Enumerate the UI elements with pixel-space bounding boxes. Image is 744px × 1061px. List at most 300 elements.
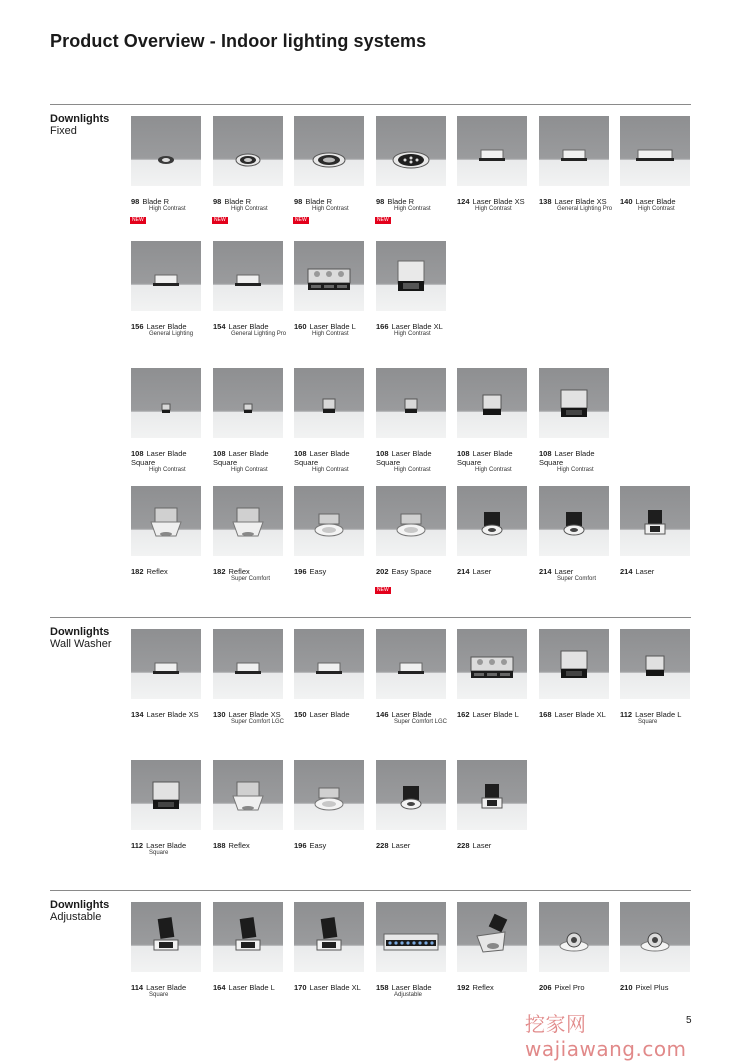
product-thumbnail	[457, 760, 527, 830]
product-page-number: 192	[457, 983, 470, 992]
product-name: Laser Blade L	[472, 710, 519, 719]
product-card[interactable]	[294, 629, 364, 719]
product-card[interactable]	[457, 486, 527, 576]
square-box-icon	[376, 241, 446, 311]
product-card[interactable]	[376, 116, 446, 223]
new-badge: NEW	[214, 217, 226, 223]
reflector-ring-icon	[294, 760, 364, 830]
product-caption	[620, 710, 698, 727]
watermark: 挖家网 wajiawang.com	[525, 1012, 687, 1061]
product-name: Laser Blade	[146, 841, 187, 850]
section-divider	[50, 890, 691, 891]
product-card[interactable]	[539, 629, 609, 719]
product-name: Laser	[554, 567, 574, 576]
gimbal-spot-icon	[620, 902, 690, 972]
cylinder-spot-icon	[376, 760, 446, 830]
product-card[interactable]	[457, 368, 527, 473]
square-tiny-icon	[131, 368, 201, 438]
product-thumbnail	[131, 368, 201, 438]
page-number: 5	[686, 1015, 692, 1026]
linear-recessed-icon	[131, 241, 201, 311]
product-thumbnail	[294, 368, 364, 438]
product-caption	[131, 710, 209, 719]
product-thumbnail	[539, 368, 609, 438]
product-caption	[376, 322, 454, 339]
product-name: Laser Blade L	[635, 710, 682, 719]
product-variant: Super Comfort	[557, 576, 597, 582]
adjustable-cone-icon	[457, 902, 527, 972]
product-variant: High Contrast	[312, 206, 349, 212]
product-thumbnail	[457, 116, 527, 186]
product-card[interactable]	[376, 486, 446, 593]
product-card[interactable]	[213, 760, 283, 850]
product-page-number: 114	[131, 983, 144, 992]
square-medium-icon	[457, 368, 527, 438]
product-caption	[376, 841, 454, 850]
product-caption	[539, 567, 617, 584]
product-page-number: 134	[131, 710, 144, 719]
product-variant: Super Comfort LGC	[231, 719, 285, 725]
product-variant: General Lighting Pro	[557, 206, 613, 212]
linear-recessed-icon	[213, 241, 283, 311]
product-name: Laser Blade	[391, 710, 432, 719]
product-name: Easy Space	[391, 567, 432, 576]
product-card[interactable]	[294, 760, 364, 850]
product-thumbnail	[213, 902, 283, 972]
gimbal-spot-icon	[539, 902, 609, 972]
product-name: Laser Blade Square	[294, 449, 350, 467]
product-variant: High Contrast	[475, 206, 512, 212]
product-name: Blade R	[305, 197, 333, 206]
adjustable-square-icon	[213, 902, 283, 972]
round-downlight-xl-icon	[376, 116, 446, 186]
product-caption	[457, 983, 535, 992]
product-card[interactable]	[131, 629, 201, 719]
product-page-number: 140	[620, 197, 633, 206]
product-name: Laser	[391, 841, 411, 850]
product-thumbnail	[294, 629, 364, 699]
product-thumbnail	[294, 241, 364, 311]
product-thumbnail	[376, 486, 446, 556]
linear-recessed-icon	[294, 629, 364, 699]
section-title: Downlights	[50, 113, 110, 125]
product-caption	[131, 197, 209, 214]
product-name: Laser Blade XS	[146, 710, 199, 719]
product-name: Laser Blade XL	[554, 710, 606, 719]
reflector-cone-icon	[213, 760, 283, 830]
product-thumbnail	[539, 902, 609, 972]
product-card[interactable]	[376, 760, 446, 850]
round-downlight-large-icon	[294, 116, 364, 186]
product-name: Laser Blade XL	[309, 983, 361, 992]
product-page-number: 112	[131, 841, 144, 850]
product-page-number: 130	[213, 710, 226, 719]
cylinder-spot-icon	[539, 486, 609, 556]
product-name: Laser	[472, 567, 492, 576]
section-subtitle: Fixed	[50, 125, 77, 137]
product-page-number: 170	[294, 983, 307, 992]
product-card[interactable]	[376, 902, 446, 998]
product-thumbnail	[213, 486, 283, 556]
product-caption	[294, 197, 372, 214]
product-variant: High Contrast	[312, 331, 349, 337]
product-thumbnail	[213, 760, 283, 830]
product-variant: General Lighting Pro	[231, 331, 287, 337]
section-title: Downlights	[50, 626, 110, 638]
product-caption	[294, 841, 372, 850]
product-card[interactable]	[539, 486, 609, 582]
product-card[interactable]	[539, 368, 609, 473]
product-name: Laser Blade	[635, 197, 676, 206]
reflector-ring-icon	[294, 486, 364, 556]
product-name: Laser Blade	[228, 322, 269, 331]
product-thumbnail	[457, 902, 527, 972]
product-name: Laser Blade XS	[472, 197, 525, 206]
product-thumbnail	[620, 116, 690, 186]
section-title: Downlights	[50, 899, 110, 911]
product-variant: High Contrast	[638, 206, 675, 212]
product-caption	[294, 567, 372, 576]
triple-cell-icon	[294, 241, 364, 311]
product-card[interactable]	[376, 368, 446, 473]
product-caption	[294, 983, 372, 992]
product-name: Laser Blade	[309, 710, 350, 719]
product-card[interactable]	[294, 116, 364, 223]
product-page-number: 164	[213, 983, 226, 992]
product-thumbnail	[539, 629, 609, 699]
product-name: Laser Blade Square	[457, 449, 513, 467]
product-caption	[539, 197, 617, 214]
product-caption	[457, 567, 535, 576]
product-name: Laser Blade	[146, 983, 187, 992]
square-tiny-icon	[213, 368, 283, 438]
product-name: Laser	[635, 567, 655, 576]
product-card[interactable]	[376, 241, 446, 337]
product-thumbnail	[294, 486, 364, 556]
product-name: Laser Blade XL	[391, 322, 443, 331]
product-thumbnail	[620, 902, 690, 972]
product-thumbnail	[457, 486, 527, 556]
product-thumbnail	[213, 368, 283, 438]
product-card[interactable]	[213, 902, 283, 992]
product-name: Laser Blade Square	[131, 449, 187, 467]
product-variant: High Contrast	[231, 206, 268, 212]
product-thumbnail	[131, 902, 201, 972]
product-caption	[294, 449, 372, 475]
reflector-cone-icon	[131, 486, 201, 556]
product-page-number: 182	[131, 567, 144, 576]
product-caption	[131, 322, 209, 339]
product-variant: High Contrast	[231, 467, 268, 473]
product-page-number: 108	[213, 449, 226, 458]
product-page-number: 150	[294, 710, 307, 719]
product-page-number: 182	[213, 567, 226, 576]
product-thumbnail	[213, 116, 283, 186]
adjustable-square-icon	[294, 902, 364, 972]
product-caption	[213, 983, 291, 992]
product-thumbnail	[376, 368, 446, 438]
product-page-number: 202	[376, 567, 389, 576]
product-caption	[213, 710, 291, 727]
product-page-number: 98	[213, 197, 222, 206]
product-thumbnail	[131, 760, 201, 830]
product-caption	[213, 841, 291, 850]
product-caption	[620, 197, 698, 214]
product-variant: High Contrast	[557, 467, 594, 473]
round-downlight-medium-icon	[213, 116, 283, 186]
product-card[interactable]	[457, 116, 527, 212]
linear-recessed-icon	[539, 116, 609, 186]
product-caption	[376, 567, 454, 576]
product-card[interactable]	[294, 486, 364, 576]
product-card[interactable]	[131, 241, 201, 337]
product-caption	[213, 567, 291, 584]
product-name: Laser Blade Square	[213, 449, 269, 467]
product-variant: High Contrast	[394, 206, 431, 212]
product-caption	[539, 983, 617, 992]
product-caption	[131, 449, 209, 475]
product-name: Reflex	[472, 983, 494, 992]
product-thumbnail	[294, 116, 364, 186]
product-page-number: 108	[376, 449, 389, 458]
product-thumbnail	[376, 629, 446, 699]
product-page-number: 196	[294, 567, 307, 576]
product-name: Blade R	[224, 197, 252, 206]
product-caption	[131, 567, 209, 576]
product-name: Reflex	[228, 841, 250, 850]
product-name: Laser Blade L	[309, 322, 356, 331]
product-thumbnail	[213, 241, 283, 311]
product-variant: General Lighting	[149, 331, 194, 337]
product-thumbnail	[131, 241, 201, 311]
square-large-icon	[539, 368, 609, 438]
product-page-number: 154	[213, 322, 226, 331]
product-page-number: 138	[539, 197, 552, 206]
cylinder-spot-icon	[457, 486, 527, 556]
product-page-number: 228	[376, 841, 389, 850]
new-badge: NEW	[377, 217, 389, 223]
product-caption	[376, 710, 454, 727]
linear-recessed-icon	[457, 116, 527, 186]
product-name: Laser Blade	[146, 322, 187, 331]
product-variant: High Contrast	[394, 467, 431, 473]
square-large-icon	[539, 629, 609, 699]
linear-recessed-icon	[131, 629, 201, 699]
product-page-number: 146	[376, 710, 389, 719]
reflector-cone-icon	[213, 486, 283, 556]
product-card[interactable]	[294, 368, 364, 473]
product-variant: High Contrast	[149, 206, 186, 212]
product-page-number: 166	[376, 322, 389, 331]
product-variant: Square	[149, 850, 169, 856]
product-page-number: 214	[620, 567, 633, 576]
product-card[interactable]	[213, 241, 287, 337]
product-card[interactable]	[620, 902, 690, 992]
product-caption	[457, 841, 535, 850]
product-name: Pixel Pro	[554, 983, 585, 992]
product-card[interactable]	[294, 902, 364, 992]
product-caption	[539, 710, 617, 719]
product-name: Easy	[309, 841, 327, 850]
product-page-number: 112	[620, 710, 633, 719]
adjustable-square-icon	[131, 902, 201, 972]
product-page-number: 210	[620, 983, 633, 992]
section-subtitle: Wall Washer	[50, 638, 112, 650]
product-caption	[457, 710, 535, 719]
product-card[interactable]	[213, 629, 285, 725]
product-thumbnail	[131, 629, 201, 699]
section-divider	[50, 617, 691, 618]
product-page-number: 196	[294, 841, 307, 850]
round-downlight-small-icon	[131, 116, 201, 186]
product-page-number: 98	[294, 197, 303, 206]
product-thumbnail	[376, 116, 446, 186]
product-page-number: 162	[457, 710, 470, 719]
product-caption	[376, 449, 454, 475]
product-page-number: 108	[539, 449, 552, 458]
linear-recessed-icon	[376, 629, 446, 699]
triple-cell-icon	[457, 629, 527, 699]
product-caption	[131, 983, 209, 1000]
product-page-number: 108	[131, 449, 144, 458]
product-card[interactable]	[539, 116, 613, 212]
square-medium-icon	[620, 629, 690, 699]
new-badge: NEW	[132, 217, 144, 223]
product-variant: High Contrast	[312, 467, 349, 473]
product-variant: High Contrast	[394, 331, 431, 337]
product-name: Pixel Plus	[635, 983, 669, 992]
page-title: Product Overview - Indoor lighting systems	[50, 31, 427, 51]
product-page-number: 98	[376, 197, 385, 206]
product-page-number: 214	[457, 567, 470, 576]
product-name: Laser Blade XS	[228, 710, 281, 719]
product-card[interactable]	[294, 241, 364, 337]
product-page-number: 158	[376, 983, 389, 992]
square-small-icon	[294, 368, 364, 438]
product-thumbnail	[131, 486, 201, 556]
product-name: Laser Blade Square	[539, 449, 595, 467]
product-thumbnail	[539, 486, 609, 556]
product-card[interactable]	[131, 902, 201, 998]
product-caption	[213, 449, 291, 475]
product-thumbnail	[131, 116, 201, 186]
product-card[interactable]	[213, 368, 283, 473]
product-card[interactable]	[213, 486, 283, 582]
product-caption	[457, 449, 535, 475]
square-small-icon	[376, 368, 446, 438]
product-page-number: 124	[457, 197, 470, 206]
product-variant: High Contrast	[149, 467, 186, 473]
product-page-number: 214	[539, 567, 552, 576]
product-page-number: 98	[131, 197, 140, 206]
product-card[interactable]	[620, 486, 690, 576]
section-subtitle: Adjustable	[50, 911, 102, 923]
linear-adjustable-icon	[376, 902, 446, 972]
new-badge: NEW	[295, 217, 307, 223]
product-card[interactable]	[457, 902, 527, 992]
product-card[interactable]	[457, 760, 527, 850]
product-thumbnail	[539, 116, 609, 186]
product-caption	[294, 322, 372, 339]
product-variant: Super Comfort LGC	[394, 719, 448, 725]
product-name: Easy	[309, 567, 327, 576]
product-page-number: 108	[457, 449, 470, 458]
square-large-icon	[131, 760, 201, 830]
product-variant: Adjustable	[394, 992, 423, 998]
product-name: Laser Blade XS	[554, 197, 607, 206]
product-thumbnail	[376, 760, 446, 830]
product-card[interactable]	[131, 486, 201, 576]
product-page-number: 160	[294, 322, 307, 331]
reflector-ring-icon	[376, 486, 446, 556]
product-name: Reflex	[146, 567, 168, 576]
product-card[interactable]	[131, 368, 201, 473]
square-spot-icon	[620, 486, 690, 556]
product-variant: Super Comfort	[231, 576, 271, 582]
product-caption	[376, 983, 454, 1000]
product-caption	[457, 197, 535, 214]
product-page-number: 108	[294, 449, 307, 458]
product-caption	[620, 983, 698, 992]
product-page-number: 206	[539, 983, 552, 992]
product-name: Blade R	[142, 197, 170, 206]
product-card[interactable]	[457, 629, 527, 719]
linear-recessed-long-icon	[620, 116, 690, 186]
product-thumbnail	[376, 241, 446, 311]
product-thumbnail	[620, 629, 690, 699]
product-thumbnail	[457, 368, 527, 438]
product-name: Laser Blade	[391, 983, 432, 992]
section-divider	[50, 104, 691, 105]
product-variant: Square	[149, 992, 169, 998]
product-caption	[213, 322, 291, 339]
product-name: Blade R	[387, 197, 415, 206]
product-card[interactable]	[213, 116, 283, 223]
product-name: Laser Blade Square	[376, 449, 432, 467]
product-caption	[539, 449, 617, 475]
product-page-number: 168	[539, 710, 552, 719]
product-page-number: 156	[131, 322, 144, 331]
new-badge: NEW	[377, 587, 389, 593]
product-page-number: 228	[457, 841, 470, 850]
product-thumbnail	[620, 486, 690, 556]
product-card[interactable]	[620, 629, 690, 725]
product-variant: High Contrast	[475, 467, 512, 473]
product-page-number: 188	[213, 841, 226, 850]
product-name: Reflex	[228, 567, 250, 576]
product-thumbnail	[376, 902, 446, 972]
product-thumbnail	[213, 629, 283, 699]
product-thumbnail	[457, 629, 527, 699]
square-spot-icon	[457, 760, 527, 830]
linear-recessed-icon	[213, 629, 283, 699]
product-caption	[213, 197, 291, 214]
product-variant: Square	[638, 719, 658, 725]
product-card[interactable]	[376, 629, 448, 725]
product-thumbnail	[294, 902, 364, 972]
product-caption	[131, 841, 209, 858]
product-card[interactable]	[539, 902, 609, 992]
product-thumbnail	[294, 760, 364, 830]
product-name: Laser Blade L	[228, 983, 275, 992]
product-caption	[620, 567, 698, 576]
product-card[interactable]	[131, 760, 201, 856]
product-caption	[294, 710, 372, 719]
product-card[interactable]	[131, 116, 201, 223]
product-name: Laser	[472, 841, 492, 850]
product-caption	[376, 197, 454, 214]
product-card[interactable]	[620, 116, 690, 212]
